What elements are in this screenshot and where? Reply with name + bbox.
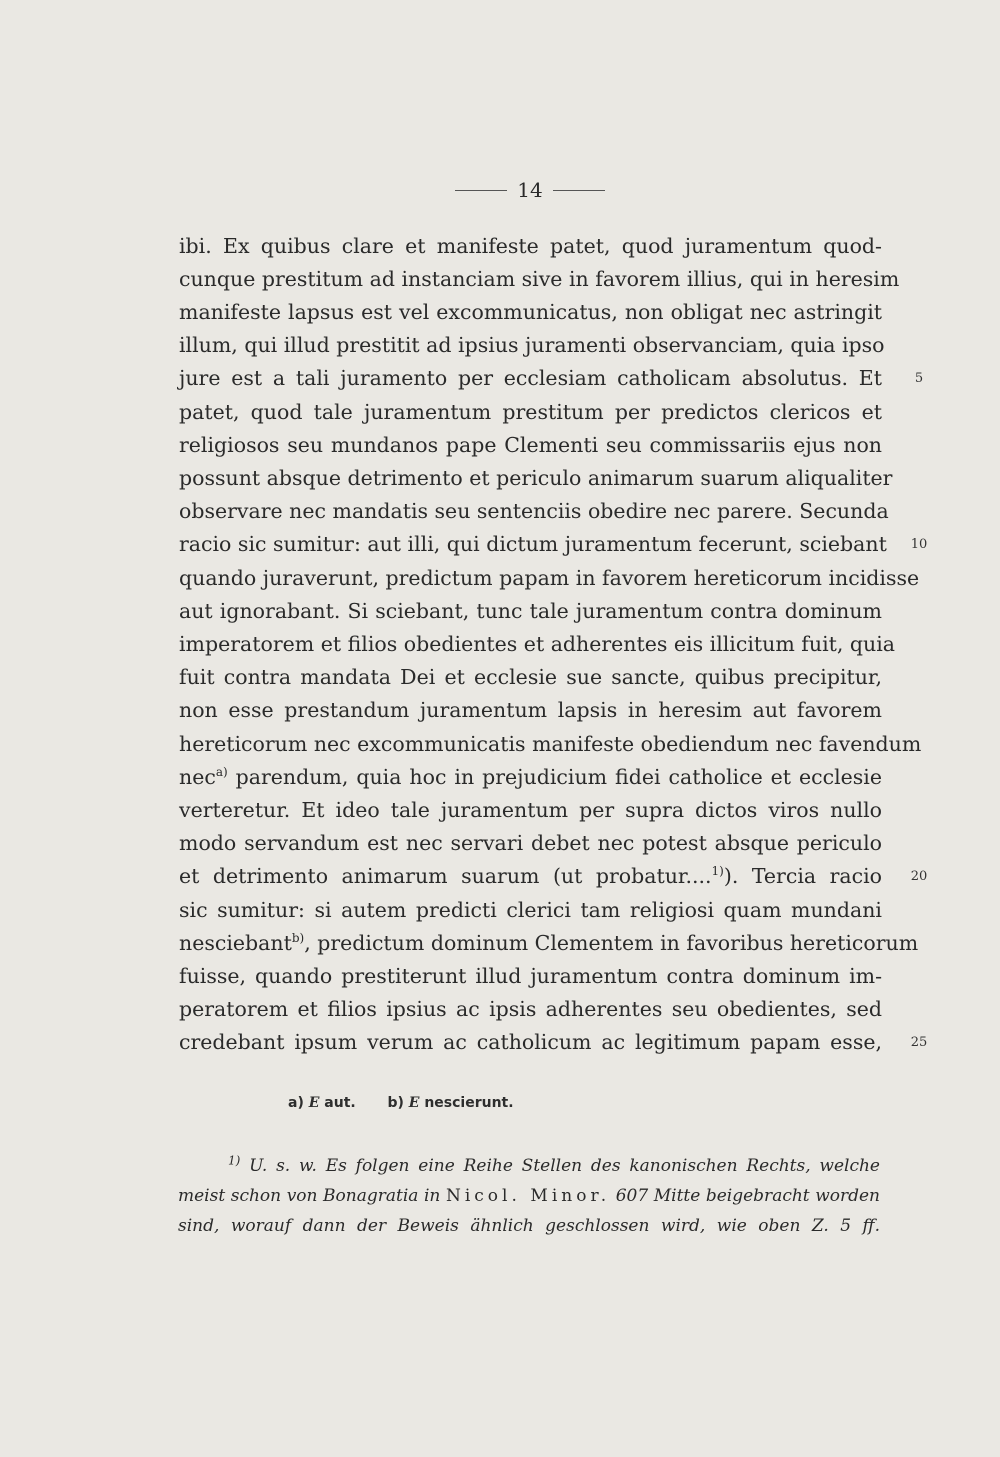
body-line: racio sic sumitur: aut illi, qui dictum juramentum fecerunt, sciebant bbox=[179, 532, 887, 556]
header-rule-right bbox=[553, 190, 605, 191]
variant-sigil-b: E bbox=[408, 1095, 420, 1111]
page-number: 14 bbox=[517, 178, 543, 202]
body-line: observare nec mandatis seu sentenciis obedire nec parere. Secunda bbox=[179, 499, 889, 523]
footnote-text: 607 Mitte beigebracht worden bbox=[615, 1186, 880, 1206]
body-line: verteretur. Et ideo tale juramentum per supra dictos viros nullo bbox=[179, 798, 882, 822]
body-text-segment: ). Tercia racio bbox=[723, 864, 882, 888]
body-line: credebant ipsum verum ac catholicum ac legitimum papam esse, bbox=[179, 1030, 882, 1054]
body-line: illum, qui illud prestitit ad ipsius juramenti observanciam, quia ipso bbox=[179, 333, 885, 357]
body-line bbox=[179, 860, 882, 893]
body-line: manifeste lapsus est vel excommunicatus, non obligat nec astringit bbox=[179, 300, 882, 324]
footnote-line bbox=[178, 1182, 880, 1210]
body-text-segment: , predictum dominum Clementem in favoribus hereticorum bbox=[304, 931, 919, 955]
body-line: peratorem et filios ipsius ac ipsis adherentes seu obedientes, sed bbox=[179, 997, 882, 1021]
body-text-segment: nec bbox=[179, 765, 216, 789]
body-line: quando juraverunt, predictum papam in favorem hereticorum incidisse bbox=[179, 566, 920, 590]
body-line: fuit contra mandata Dei et ecclesie sue sancte, quibus precipitur, bbox=[179, 665, 882, 689]
body-line: modo servandum est nec servari debet nec potest absque periculo bbox=[179, 831, 882, 855]
line-number: 5 bbox=[914, 371, 924, 386]
line-number: 25 bbox=[910, 1035, 928, 1050]
body-line: jure est a tali juramento per ecclesiam catholicam absolutus. Et bbox=[179, 366, 882, 390]
body-line: fuisse, quando prestiterunt illud juramentum contra dominum im- bbox=[179, 964, 882, 988]
line-number: 20 bbox=[910, 869, 928, 884]
body-line bbox=[179, 927, 919, 960]
body-line: cunque prestitum ad instanciam sive in favorem illius, qui in heresim bbox=[179, 267, 900, 291]
body-line: patet, quod tale juramentum prestitum per predictos clericos et bbox=[179, 400, 882, 424]
variant-apparatus bbox=[288, 1095, 514, 1111]
footnote-text: U. s. w. Es folgen eine Reihe Stellen des kanonischen Rechts, welche bbox=[249, 1156, 880, 1176]
footnote-spaced-text: Nicol. Minor. bbox=[445, 1186, 611, 1206]
footnote-line bbox=[228, 1152, 880, 1180]
body-line: ibi. Ex quibus clare et manifeste patet, quod juramentum quod- bbox=[179, 234, 882, 258]
variant-text-a: aut. bbox=[324, 1095, 356, 1111]
footnote-marker: 1) bbox=[228, 1153, 241, 1168]
variant-label-b: b) bbox=[387, 1095, 404, 1111]
body-line: aut ignorabant. Si sciebant, tunc tale juramentum contra dominum bbox=[179, 599, 882, 623]
footnote-marker: 1) bbox=[711, 864, 724, 879]
footnote-line: sind, worauf dann der Beweis ähnlich geschlossen wird, wie oben Z. 5 ff. bbox=[178, 1216, 880, 1236]
body-line: religiosos seu mundanos pape Clementi seu commissariis ejus non bbox=[179, 433, 882, 457]
body-line bbox=[179, 761, 882, 794]
body-line: hereticorum nec excommunicatis manifeste obediendum nec favendum bbox=[179, 732, 922, 756]
variant-label-a: a) bbox=[288, 1095, 304, 1111]
variant-text-b: nescierunt. bbox=[424, 1095, 514, 1111]
body-line: sic sumitur: si autem predicti clerici tam religiosi quam mundani bbox=[179, 898, 882, 922]
header-rule-left bbox=[455, 190, 507, 191]
line-number: 10 bbox=[910, 537, 928, 552]
body-line: imperatorem et filios obedientes et adherentes eis illicitum fuit, quia bbox=[179, 632, 896, 656]
variant-marker: b) bbox=[291, 931, 305, 946]
body-text-segment: nesciebant bbox=[179, 931, 292, 955]
body-line: possunt absque detrimento et periculo animarum suarum aliqualiter bbox=[179, 466, 893, 490]
footnote-text: meist schon von Bonagratia in bbox=[178, 1186, 441, 1206]
variant-sigil-a: E bbox=[308, 1095, 320, 1111]
page-header bbox=[440, 175, 620, 205]
body-text-segment: parendum, quia hoc in prejudicium fidei catholice et ecclesie bbox=[227, 765, 882, 789]
variant-marker: a) bbox=[215, 765, 228, 780]
body-text-segment: et detrimento animarum suarum (ut probatur.... bbox=[179, 864, 712, 888]
body-line: non esse prestandum juramentum lapsis in heresim aut favorem bbox=[179, 698, 882, 722]
